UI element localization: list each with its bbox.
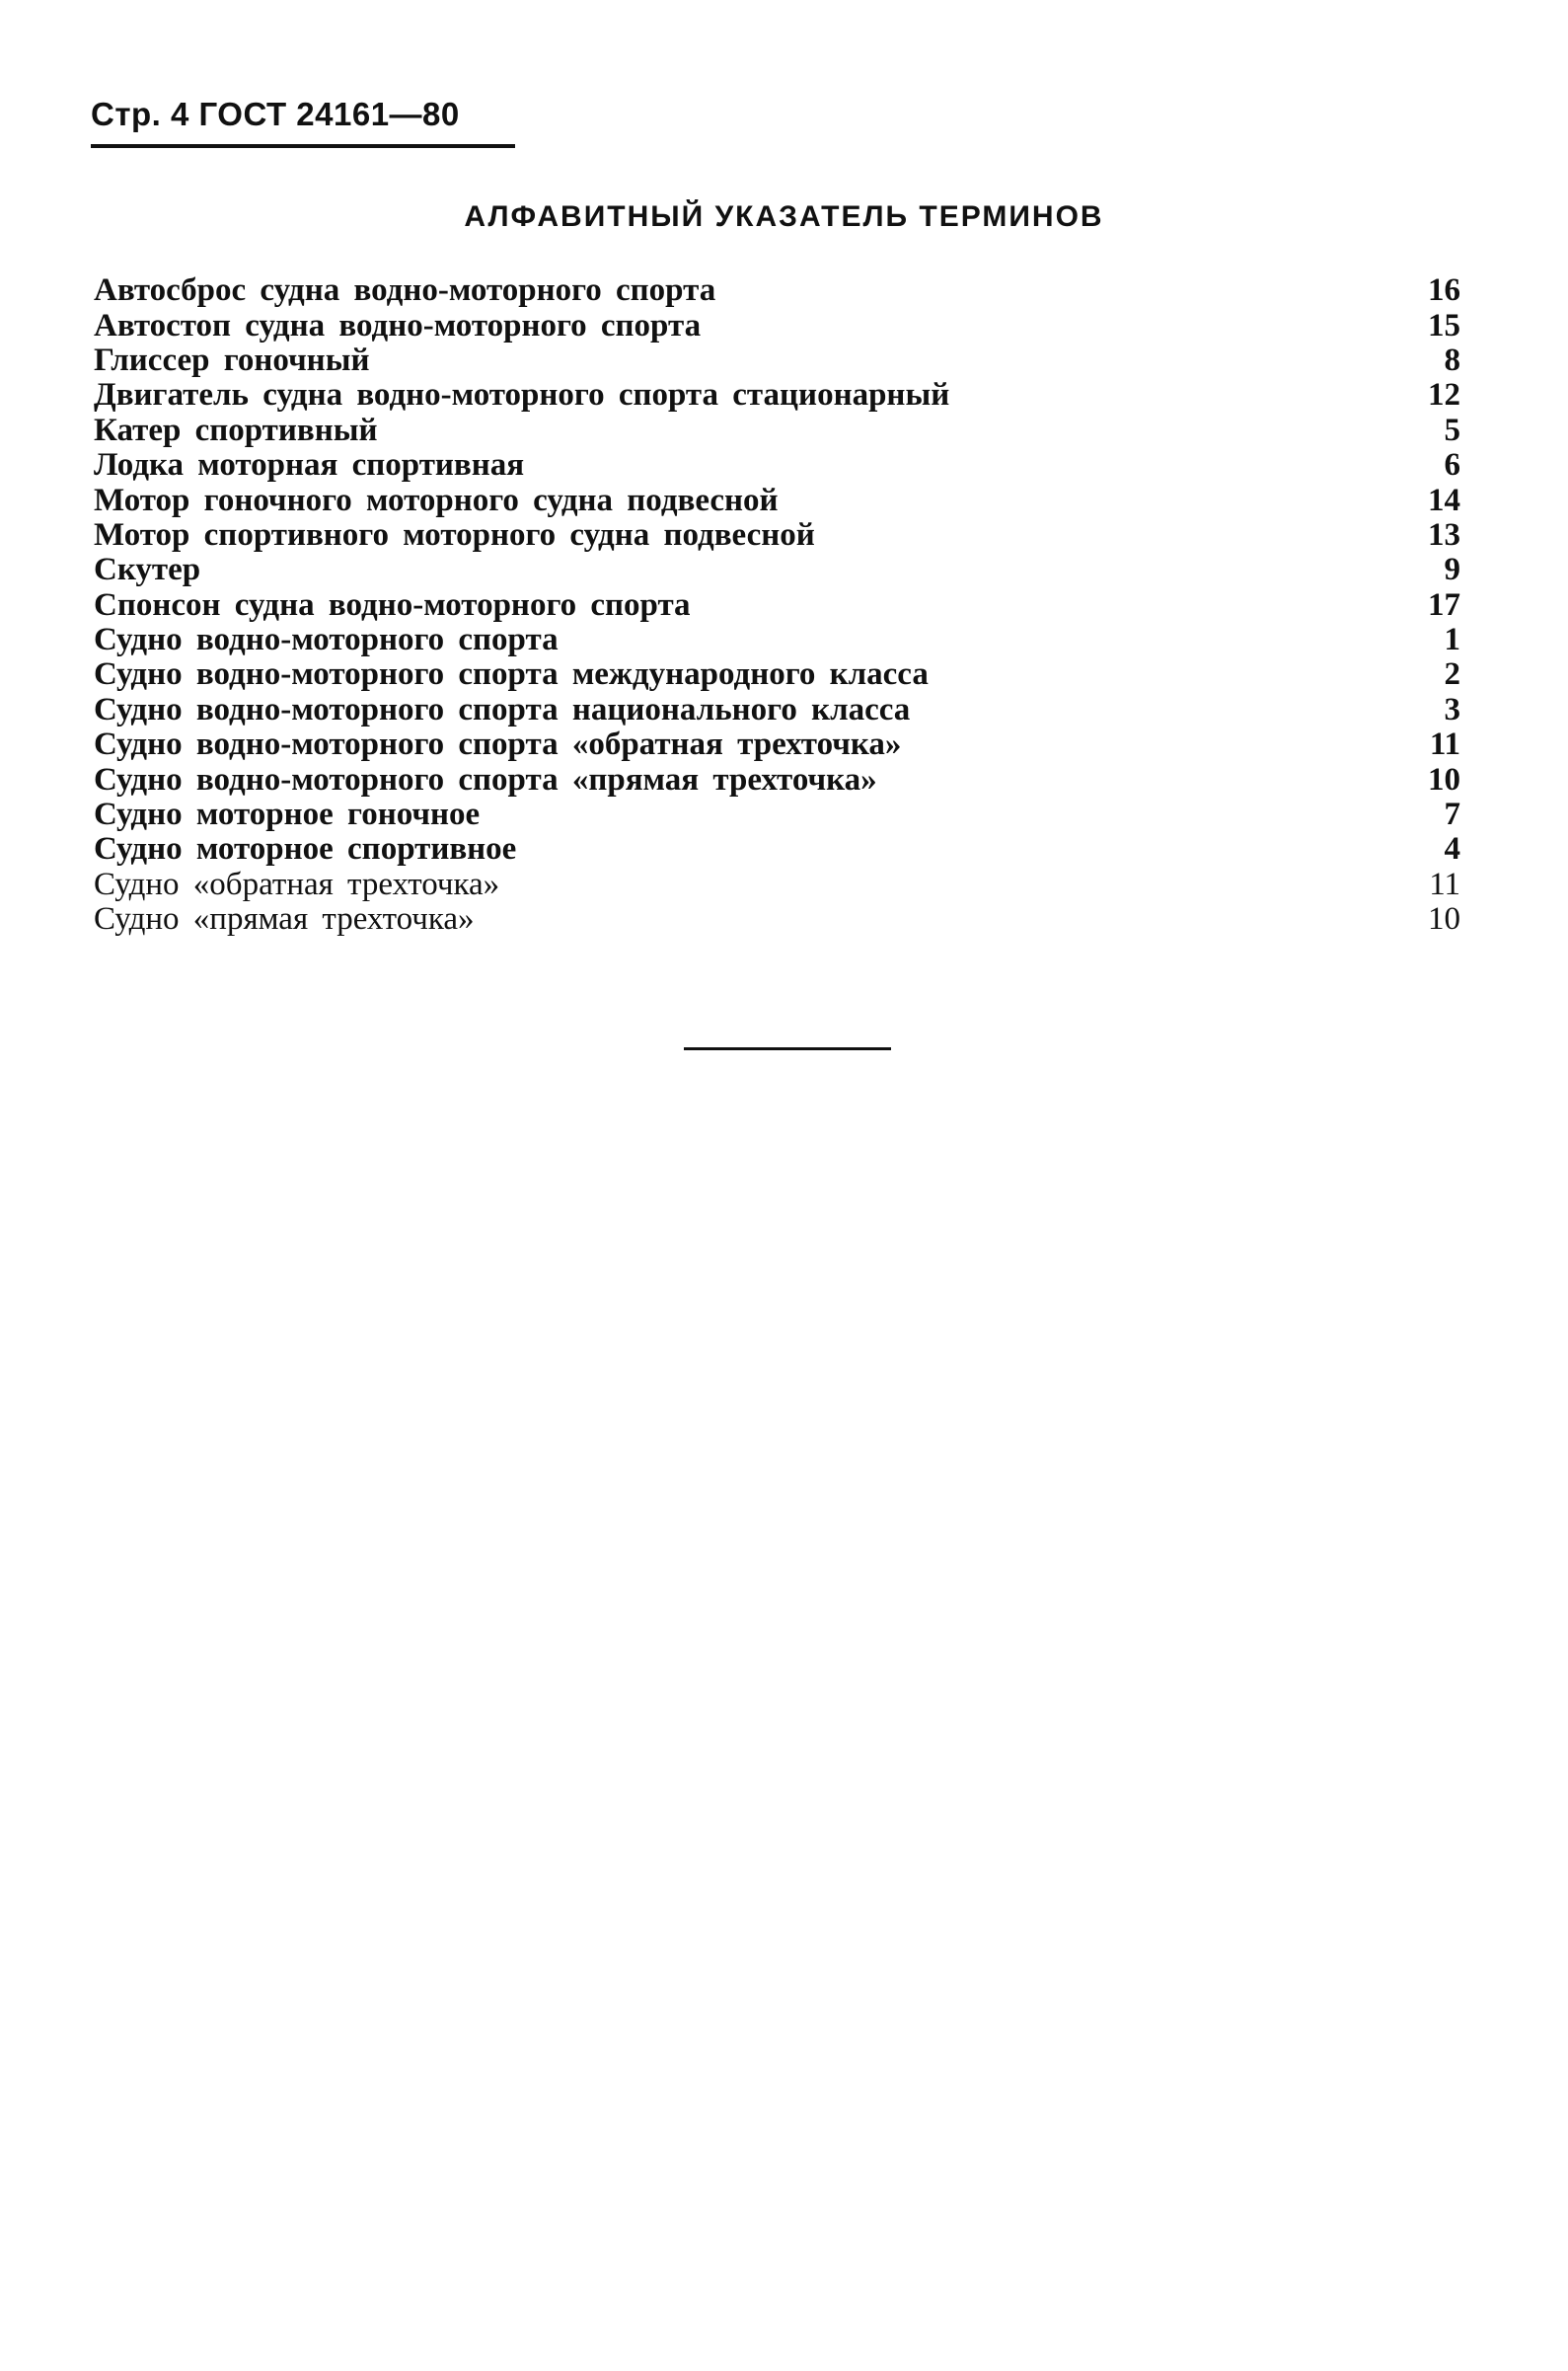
index-term: Катер спортивный [94,412,378,448]
index-number: 11 [1429,727,1460,763]
index-term: Глиссер гоночный [94,342,370,378]
page-header: Стр. 4 ГОСТ 24161—80 [91,93,515,148]
index-term: Мотор гоночного моторного судна подвесной [94,482,779,518]
index-term: Автосброс судна водно-моторного спорта [94,272,716,309]
index-row [94,378,1460,413]
index-number: 14 [1428,482,1460,518]
index-row [94,762,1460,797]
index-row [94,308,1460,343]
index-number: 16 [1428,272,1460,309]
index-number: 10 [1428,761,1460,798]
index-term: Судно «обратная трехточка» [94,866,500,902]
index-row [94,832,1460,867]
index-term: Судно водно-моторного спорта международного класса [94,656,929,693]
index-row [94,588,1460,623]
index-row [94,553,1460,587]
index-term: Скутер [94,552,201,588]
index-row [94,693,1460,727]
index-row [94,623,1460,657]
index-row [94,414,1460,448]
page-title: АЛФАВИТНЫЙ УКАЗАТЕЛЬ ТЕРМИНОВ [464,200,1104,233]
index-number: 15 [1428,307,1460,344]
index-term: Автостоп судна водно-моторного спорта [94,307,702,344]
index-row [94,483,1460,517]
index-number: 11 [1429,866,1460,902]
index-term: Судно водно-моторного спорта [94,622,559,658]
end-divider [684,1047,891,1050]
index-term: Спонсон судна водно-моторного спорта [94,586,691,623]
index-row [94,344,1460,378]
index-row [94,868,1460,902]
index-term: Судно «прямая трехточка» [94,901,475,938]
index-term: Мотор спортивного моторного судна подвесной [94,516,815,553]
index-row [94,273,1460,308]
index-term: Судно моторное гоночное [94,797,481,833]
index-number: 8 [1444,342,1460,378]
index-number: 4 [1444,831,1460,868]
index-row [94,518,1460,553]
index-number: 6 [1444,447,1460,484]
index-number: 13 [1428,516,1460,553]
index-number: 7 [1444,797,1460,833]
index-number: 10 [1428,901,1460,938]
index-term: Судно моторное спортивное [94,831,517,868]
index-term: Лодка моторная спортивная [94,447,525,484]
index-number: 12 [1428,377,1460,414]
term-index-list [94,273,1460,937]
index-number: 2 [1444,656,1460,693]
index-row [94,798,1460,832]
index-number: 1 [1444,622,1460,658]
index-term: Судно водно-моторного спорта «обратная трехточка» [94,727,902,763]
index-number: 3 [1444,691,1460,727]
index-row [94,657,1460,692]
index-row [94,727,1460,762]
index-number: 17 [1428,586,1460,623]
index-term: Судно водно-моторного спорта национального класса [94,691,911,727]
index-row [94,448,1460,483]
index-number: 5 [1444,412,1460,448]
index-term: Судно водно-моторного спорта «прямая трехточка» [94,761,877,798]
index-term: Двигатель судна водно-моторного спорта стационарный [94,377,950,414]
index-row [94,902,1460,937]
index-number: 9 [1444,552,1460,588]
